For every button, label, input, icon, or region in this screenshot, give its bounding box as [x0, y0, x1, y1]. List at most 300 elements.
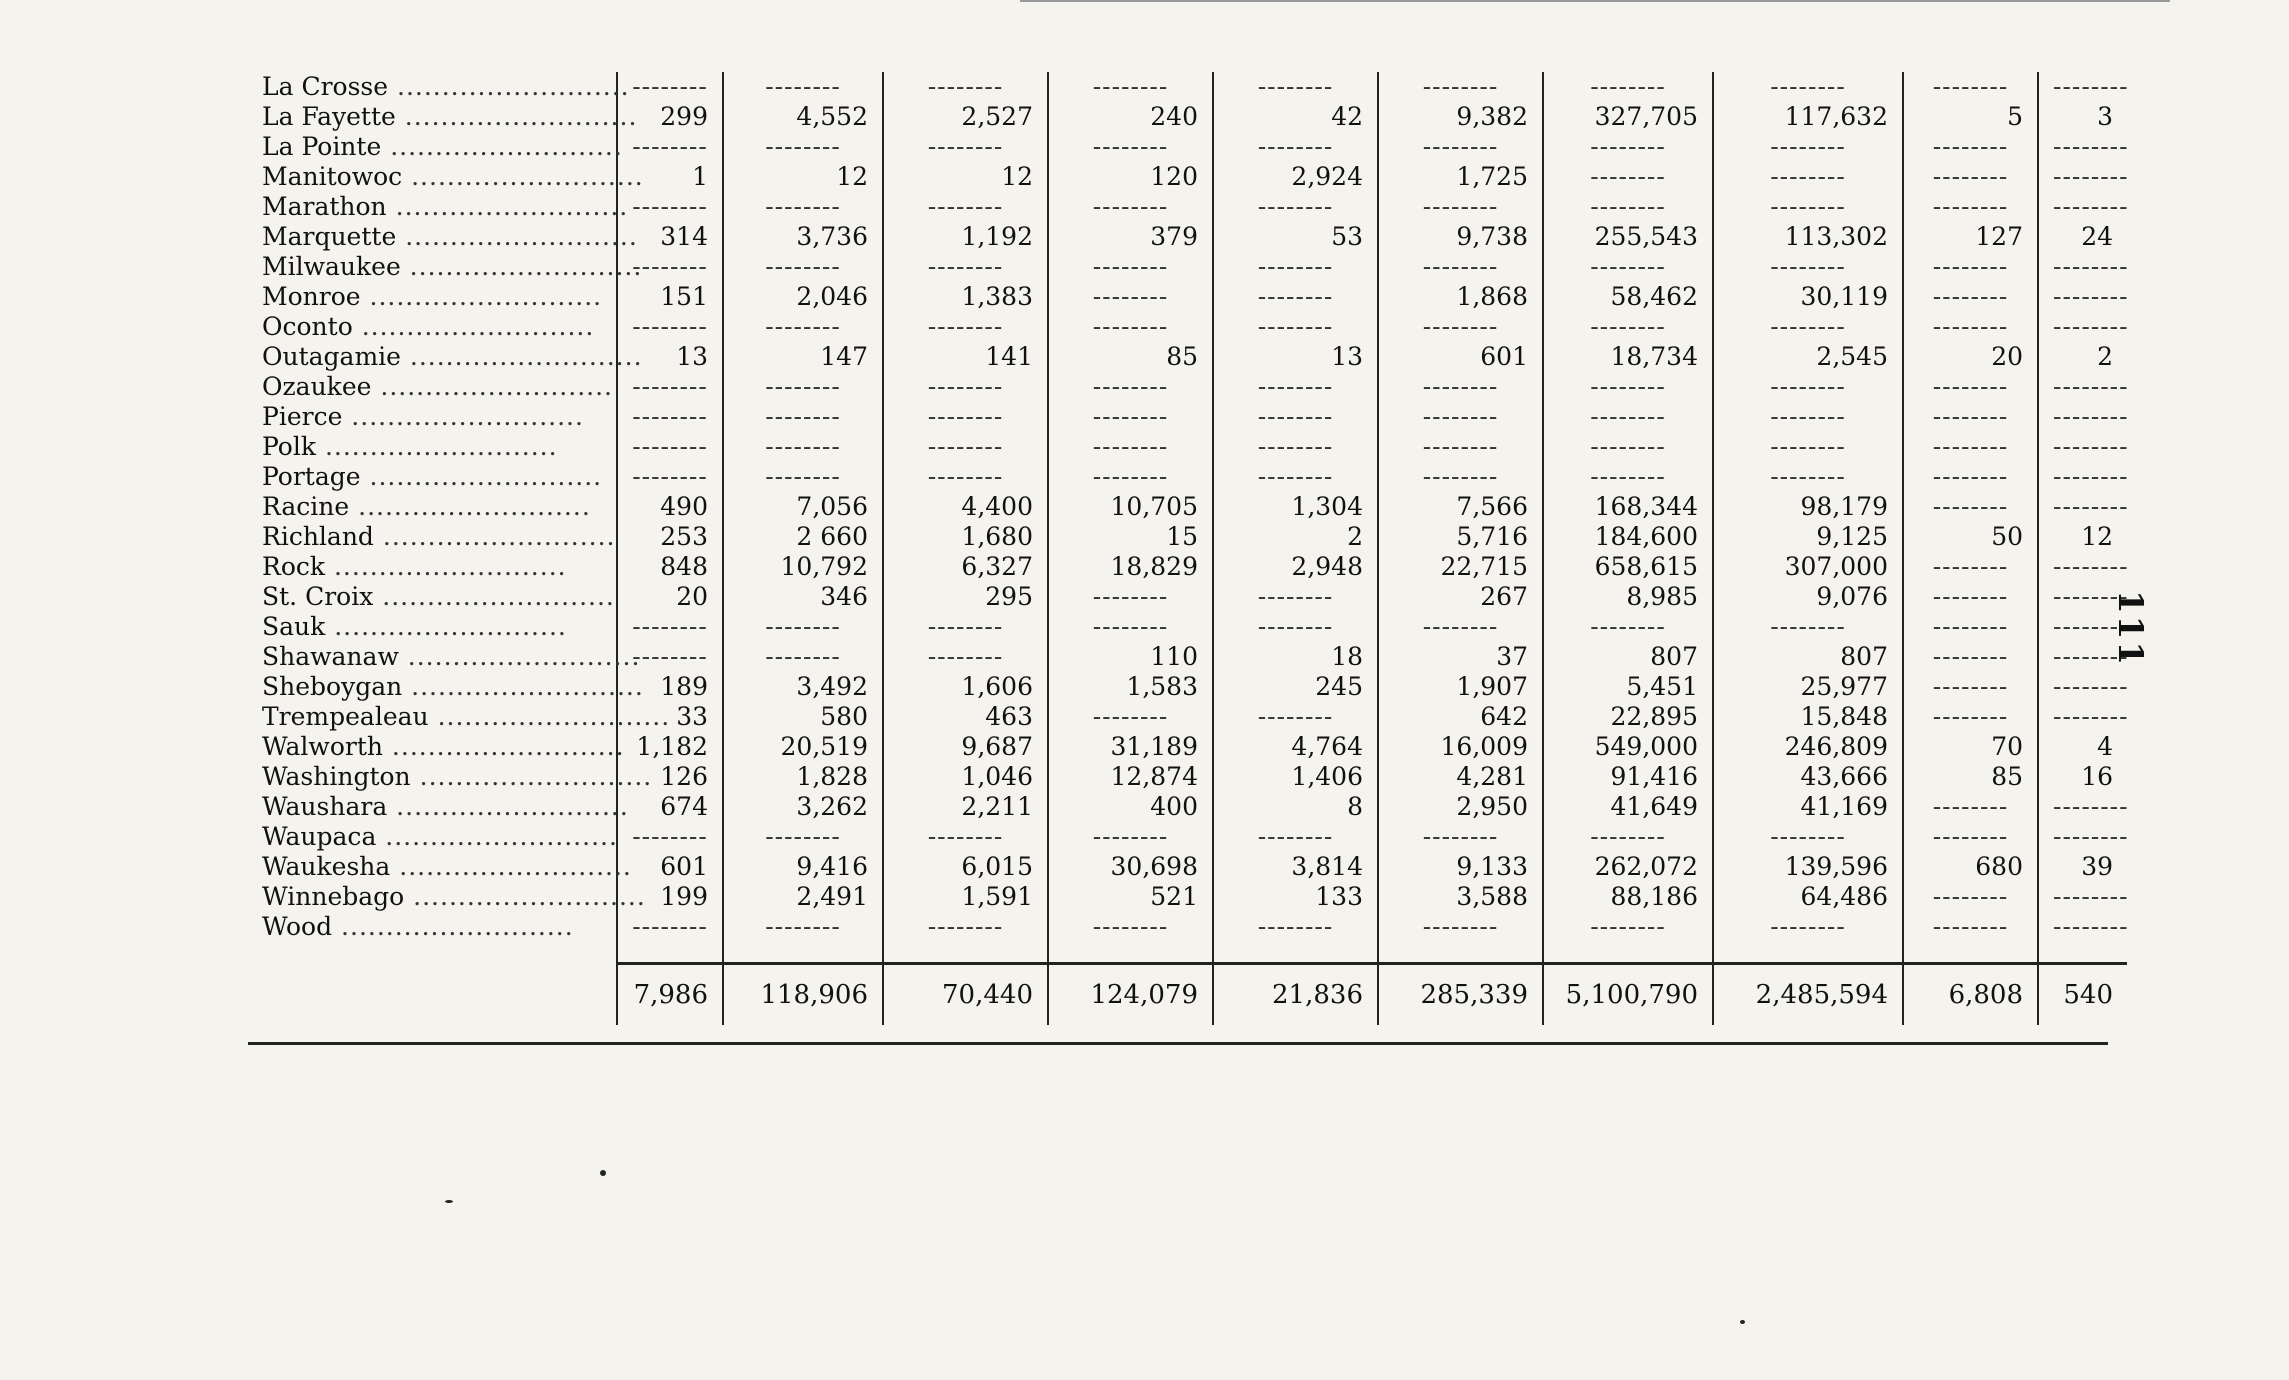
- dot-leader: ..........................: [352, 312, 595, 341]
- value-cell: 10,705: [1048, 492, 1213, 522]
- empty-cell-dashes: --------: [883, 72, 1048, 102]
- empty-cell-dashes: --------: [2038, 72, 2127, 102]
- dot-leader: ..........................: [373, 582, 615, 611]
- empty-cell-dashes: --------: [1213, 912, 1378, 942]
- value-cell: 85: [1903, 762, 2038, 792]
- value-cell: 1,182: [617, 732, 723, 762]
- dot-leader: ..........................: [404, 882, 646, 911]
- total-value-cell: 21,836: [1213, 964, 1378, 1026]
- empty-cell-dashes: --------: [1543, 912, 1713, 942]
- county-name-cell: [248, 702, 671, 732]
- value-cell: 22,895: [1543, 702, 1713, 732]
- table-row: [248, 492, 2127, 522]
- value-cell: 42: [1213, 102, 1378, 132]
- value-cell: 85: [1048, 342, 1213, 372]
- value-cell: 120: [1048, 162, 1213, 192]
- value-cell: 39: [2038, 852, 2127, 882]
- value-cell: 1,868: [1378, 282, 1543, 312]
- dot-leader: ..........................: [360, 282, 603, 311]
- empty-cell-dashes: --------: [2038, 162, 2127, 192]
- total-value-cell: 6,808: [1903, 964, 2038, 1026]
- value-cell: 1,680: [883, 522, 1048, 552]
- county-name-cell: [248, 432, 617, 462]
- value-cell: 2 660: [723, 522, 883, 552]
- value-cell: 1,591: [883, 882, 1048, 912]
- empty-cell-dashes: --------: [1713, 132, 1903, 162]
- table-row: [248, 552, 2127, 582]
- table-row: [248, 222, 2127, 252]
- empty-cell-dashes: --------: [1378, 132, 1543, 162]
- empty-cell-dashes: --------: [1378, 432, 1543, 462]
- empty-cell-dashes: --------: [1903, 402, 2038, 432]
- ink-speck: [445, 1200, 453, 1203]
- value-cell: 12,874: [1048, 762, 1213, 792]
- value-cell: 13: [617, 342, 723, 372]
- county-name-cell: [248, 372, 617, 402]
- empty-cell-dashes: --------: [2038, 402, 2127, 432]
- table-row: [248, 282, 2127, 312]
- empty-cell-dashes: --------: [1903, 582, 2038, 612]
- value-cell: 400: [1048, 792, 1213, 822]
- value-cell: 31,189: [1048, 732, 1213, 762]
- empty-cell-dashes: --------: [1713, 462, 1903, 492]
- value-cell: 15,848: [1713, 702, 1903, 732]
- dot-leader: ..........................: [360, 462, 603, 491]
- value-cell: 199: [617, 882, 723, 912]
- value-cell: 2,046: [723, 282, 883, 312]
- value-cell: 10,792: [723, 552, 883, 582]
- value-cell: 18,829: [1048, 552, 1213, 582]
- county-name-cell: [248, 492, 617, 522]
- value-cell: 1,907: [1378, 672, 1543, 702]
- empty-cell-dashes: --------: [1378, 72, 1543, 102]
- value-cell: 1,606: [883, 672, 1048, 702]
- value-cell: 1,828: [723, 762, 883, 792]
- table-row: [248, 582, 2127, 612]
- empty-cell-dashes: --------: [1713, 162, 1903, 192]
- value-cell: 98,179: [1713, 492, 1903, 522]
- table-row: [248, 852, 2127, 882]
- empty-cell-dashes: --------: [617, 72, 723, 102]
- table-row: [248, 822, 2127, 852]
- empty-cell-dashes: --------: [883, 192, 1048, 222]
- empty-cell-dashes: --------: [1903, 912, 2038, 942]
- value-cell: 327,705: [1543, 102, 1713, 132]
- total-value-cell: 540: [2038, 964, 2127, 1026]
- empty-cell-dashes: --------: [1713, 252, 1903, 282]
- empty-cell-dashes: --------: [617, 612, 723, 642]
- separator-cell: [1048, 942, 1213, 964]
- value-cell: 5,716: [1378, 522, 1543, 552]
- county-name-cell: [248, 162, 644, 192]
- dot-leader: ..........................: [376, 822, 618, 851]
- value-cell: 127: [1903, 222, 2038, 252]
- value-cell: 3: [2038, 102, 2127, 132]
- county-name: Oconto: [262, 312, 353, 341]
- empty-cell-dashes: --------: [883, 912, 1048, 942]
- empty-cell-dashes: --------: [617, 432, 723, 462]
- separator-cell: [617, 942, 723, 964]
- table-row: [248, 432, 2127, 462]
- totals-label-cell: [248, 964, 617, 1026]
- empty-cell-dashes: --------: [1543, 132, 1713, 162]
- value-cell: 9,416: [723, 852, 883, 882]
- empty-cell-dashes: --------: [1048, 192, 1213, 222]
- county-name-cell: [248, 732, 625, 762]
- value-cell: 549,000: [1543, 732, 1713, 762]
- empty-cell-dashes: --------: [1378, 462, 1543, 492]
- empty-cell-dashes: --------: [617, 822, 723, 852]
- county-name-cell: [248, 552, 617, 582]
- empty-cell-dashes: --------: [883, 822, 1048, 852]
- empty-cell-dashes: --------: [1903, 132, 2038, 162]
- empty-cell-dashes: --------: [1048, 432, 1213, 462]
- county-name: Portage: [262, 462, 361, 491]
- value-cell: 3,736: [723, 222, 883, 252]
- empty-cell-dashes: --------: [1903, 702, 2038, 732]
- value-cell: 53: [1213, 222, 1378, 252]
- empty-cell-dashes: --------: [2038, 252, 2127, 282]
- table-row: [248, 372, 2127, 402]
- empty-cell-dashes: --------: [1543, 432, 1713, 462]
- value-cell: 64,486: [1713, 882, 1903, 912]
- county-name: Milwaukee: [262, 252, 401, 281]
- value-cell: 4,400: [883, 492, 1048, 522]
- value-cell: 168,344: [1543, 492, 1713, 522]
- dot-leader: ..........................: [396, 222, 638, 251]
- table-row: [248, 522, 2127, 552]
- value-cell: 253: [617, 522, 723, 552]
- empty-cell-dashes: --------: [723, 312, 883, 342]
- empty-cell-dashes: --------: [1213, 192, 1378, 222]
- empty-cell-dashes: --------: [723, 462, 883, 492]
- county-name-cell: [248, 312, 617, 342]
- empty-cell-dashes: --------: [2038, 642, 2127, 672]
- empty-cell-dashes: --------: [1213, 282, 1378, 312]
- empty-cell-dashes: --------: [1543, 612, 1713, 642]
- empty-cell-dashes: --------: [723, 402, 883, 432]
- county-name-cell: [248, 582, 617, 612]
- county-name: Monroe: [262, 282, 361, 311]
- empty-cell-dashes: --------: [1048, 252, 1213, 282]
- dot-leader: ..........................: [382, 732, 625, 761]
- empty-cell-dashes: --------: [617, 642, 723, 672]
- empty-cell-dashes: --------: [1713, 312, 1903, 342]
- empty-cell-dashes: --------: [723, 612, 883, 642]
- value-cell: 4,281: [1378, 762, 1543, 792]
- value-cell: 7,056: [723, 492, 883, 522]
- dot-leader: ..........................: [325, 552, 567, 581]
- table-row: [248, 132, 2127, 162]
- table-row: [248, 342, 2127, 372]
- dot-leader: ..........................: [400, 342, 643, 371]
- empty-cell-dashes: --------: [1213, 702, 1378, 732]
- empty-cell-dashes: --------: [1048, 372, 1213, 402]
- value-cell: 240: [1048, 102, 1213, 132]
- empty-cell-dashes: --------: [617, 312, 723, 342]
- empty-cell-dashes: --------: [1903, 642, 2038, 672]
- county-name: Sauk: [262, 612, 326, 641]
- value-cell: 9,133: [1378, 852, 1543, 882]
- empty-cell-dashes: --------: [617, 912, 723, 942]
- separator-cell: [1543, 942, 1713, 964]
- value-cell: 110: [1048, 642, 1213, 672]
- value-cell: 16,009: [1378, 732, 1543, 762]
- value-cell: 7,566: [1378, 492, 1543, 522]
- value-cell: 680: [1903, 852, 2038, 882]
- empty-cell-dashes: --------: [1048, 132, 1213, 162]
- table-row: [248, 612, 2127, 642]
- dot-leader: ..........................: [381, 132, 623, 161]
- table-row: [248, 762, 2127, 792]
- value-cell: 3,492: [723, 672, 883, 702]
- empty-cell-dashes: --------: [1048, 282, 1213, 312]
- empty-cell-dashes: --------: [617, 402, 723, 432]
- empty-cell-dashes: --------: [723, 642, 883, 672]
- total-value-cell: 7,986: [617, 964, 723, 1026]
- empty-cell-dashes: --------: [617, 132, 723, 162]
- county-name: La Crosse: [262, 72, 389, 101]
- empty-cell-dashes: --------: [1048, 912, 1213, 942]
- value-cell: 147: [723, 342, 883, 372]
- value-cell: 267: [1378, 582, 1543, 612]
- separator-cell: [1378, 942, 1543, 964]
- value-cell: 133: [1213, 882, 1378, 912]
- separator-cell: [883, 942, 1048, 964]
- value-cell: 299: [617, 102, 723, 132]
- value-cell: 307,000: [1713, 552, 1903, 582]
- empty-cell-dashes: --------: [2038, 792, 2127, 822]
- empty-cell-dashes: --------: [2038, 552, 2127, 582]
- value-cell: 22,715: [1378, 552, 1543, 582]
- empty-cell-dashes: --------: [1213, 72, 1378, 102]
- value-cell: 9,382: [1378, 102, 1543, 132]
- empty-cell-dashes: --------: [723, 912, 883, 942]
- value-cell: 1,725: [1378, 162, 1543, 192]
- value-cell: 262,072: [1543, 852, 1713, 882]
- empty-cell-dashes: --------: [2038, 702, 2127, 732]
- dot-leader: ..........................: [332, 912, 574, 941]
- dot-leader: ..........................: [386, 192, 629, 221]
- value-cell: 2,924: [1213, 162, 1378, 192]
- empty-cell-dashes: --------: [1543, 312, 1713, 342]
- empty-cell-dashes: --------: [1903, 252, 2038, 282]
- empty-cell-dashes: --------: [1048, 582, 1213, 612]
- separator-cell: [2038, 942, 2127, 964]
- empty-cell-dashes: --------: [1378, 192, 1543, 222]
- table-body: [248, 72, 2127, 1025]
- dot-leader: ..........................: [388, 72, 630, 101]
- ink-speck: [600, 1170, 606, 1176]
- county-name-cell: [248, 102, 638, 132]
- table-row: [248, 912, 2127, 942]
- value-cell: 1,383: [883, 282, 1048, 312]
- value-cell: 8,985: [1543, 582, 1713, 612]
- empty-cell-dashes: --------: [1713, 72, 1903, 102]
- county-name: Manitowoc: [262, 162, 403, 191]
- county-name: Waushara: [262, 792, 388, 821]
- table-row: [248, 642, 2127, 672]
- county-name: St. Croix: [262, 582, 374, 611]
- value-cell: 1,406: [1213, 762, 1378, 792]
- value-cell: 12: [723, 162, 883, 192]
- table-row: [248, 192, 2127, 222]
- county-name: Walworth: [262, 732, 383, 761]
- table-row: [248, 402, 2127, 432]
- value-cell: 12: [2038, 522, 2127, 552]
- bottom-rule: [248, 1042, 2108, 1045]
- empty-cell-dashes: --------: [1543, 372, 1713, 402]
- table-row: [248, 732, 2127, 762]
- dot-leader: ..........................: [373, 522, 616, 551]
- table-row: [248, 882, 2127, 912]
- dot-leader: ..........................: [390, 852, 632, 881]
- value-cell: 346: [723, 582, 883, 612]
- value-cell: 37: [1378, 642, 1543, 672]
- empty-cell-dashes: --------: [883, 462, 1048, 492]
- value-cell: 5,451: [1543, 672, 1713, 702]
- empty-cell-dashes: --------: [1903, 612, 2038, 642]
- empty-cell-dashes: --------: [1543, 822, 1713, 852]
- county-name: Trempealeau: [262, 702, 429, 731]
- county-name-cell: [248, 252, 643, 282]
- value-cell: 41,169: [1713, 792, 1903, 822]
- empty-cell-dashes: --------: [2038, 612, 2127, 642]
- total-value-cell: 285,339: [1378, 964, 1543, 1026]
- county-name-cell: [248, 462, 617, 492]
- value-cell: 13: [1213, 342, 1378, 372]
- value-cell: 25,977: [1713, 672, 1903, 702]
- empty-cell-dashes: --------: [1903, 462, 2038, 492]
- county-name: Rock: [262, 552, 326, 581]
- county-name-cell: [248, 282, 617, 312]
- empty-cell-dashes: --------: [723, 72, 883, 102]
- empty-cell-dashes: --------: [883, 252, 1048, 282]
- value-cell: 141: [883, 342, 1048, 372]
- empty-cell-dashes: --------: [1213, 252, 1378, 282]
- county-name: Marquette: [262, 222, 397, 251]
- totals-row: [248, 964, 2127, 1026]
- empty-cell-dashes: --------: [883, 132, 1048, 162]
- empty-cell-dashes: --------: [2038, 492, 2127, 522]
- empty-cell-dashes: --------: [1903, 672, 2038, 702]
- value-cell: 807: [1713, 642, 1903, 672]
- value-cell: 2,491: [723, 882, 883, 912]
- empty-cell-dashes: --------: [617, 372, 723, 402]
- empty-cell-dashes: --------: [883, 402, 1048, 432]
- value-cell: 245: [1213, 672, 1378, 702]
- county-name: Waukesha: [262, 852, 391, 881]
- empty-cell-dashes: --------: [723, 132, 883, 162]
- county-name-cell: [248, 792, 629, 822]
- value-cell: 30,698: [1048, 852, 1213, 882]
- empty-cell-dashes: --------: [617, 252, 723, 282]
- separator-cell: [723, 942, 883, 964]
- value-cell: 1,192: [883, 222, 1048, 252]
- value-cell: 189: [617, 672, 723, 702]
- empty-cell-dashes: --------: [2038, 912, 2127, 942]
- value-cell: 4,764: [1213, 732, 1378, 762]
- empty-cell-dashes: --------: [2038, 822, 2127, 852]
- empty-cell-dashes: --------: [2038, 672, 2127, 702]
- value-cell: 117,632: [1713, 102, 1903, 132]
- dot-leader: ..........................: [371, 372, 613, 401]
- empty-cell-dashes: --------: [1213, 312, 1378, 342]
- value-cell: 2,948: [1213, 552, 1378, 582]
- value-cell: 9,687: [883, 732, 1048, 762]
- county-name-cell: [248, 402, 617, 432]
- empty-cell-dashes: --------: [1713, 432, 1903, 462]
- empty-cell-dashes: --------: [1713, 402, 1903, 432]
- value-cell: 674: [617, 792, 723, 822]
- empty-cell-dashes: --------: [2038, 282, 2127, 312]
- value-cell: 88,186: [1543, 882, 1713, 912]
- county-name: Outagamie: [262, 342, 401, 371]
- empty-cell-dashes: --------: [1213, 462, 1378, 492]
- empty-cell-dashes: --------: [617, 462, 723, 492]
- total-value-cell: 124,079: [1048, 964, 1213, 1026]
- table-row: [248, 102, 2127, 132]
- empty-cell-dashes: --------: [1378, 402, 1543, 432]
- county-name-cell: [248, 192, 629, 222]
- total-value-cell: 70,440: [883, 964, 1048, 1026]
- county-name-cell: [248, 852, 632, 882]
- value-cell: 24: [2038, 222, 2127, 252]
- county-name-cell: [248, 912, 617, 942]
- dot-leader: ..........................: [402, 162, 644, 191]
- county-name: Ozaukee: [262, 372, 372, 401]
- value-cell: 16: [2038, 762, 2127, 792]
- empty-cell-dashes: --------: [2038, 372, 2127, 402]
- separator-cell: [1903, 942, 2038, 964]
- empty-cell-dashes: --------: [2038, 132, 2127, 162]
- empty-cell-dashes: --------: [1713, 822, 1903, 852]
- value-cell: 490: [617, 492, 723, 522]
- table-row: [248, 252, 2127, 282]
- value-cell: 58,462: [1543, 282, 1713, 312]
- empty-cell-dashes: --------: [2038, 882, 2127, 912]
- ink-speck: [1740, 1320, 1745, 1324]
- value-cell: 151: [617, 282, 723, 312]
- county-name: La Pointe: [262, 132, 382, 161]
- empty-cell-dashes: --------: [1543, 462, 1713, 492]
- empty-cell-dashes: --------: [1213, 822, 1378, 852]
- value-cell: 9,076: [1713, 582, 1903, 612]
- empty-cell-dashes: --------: [1903, 432, 2038, 462]
- value-cell: 807: [1543, 642, 1713, 672]
- dot-leader: ..........................: [400, 252, 643, 281]
- value-cell: 43,666: [1713, 762, 1903, 792]
- empty-cell-dashes: --------: [1048, 822, 1213, 852]
- value-cell: 12: [883, 162, 1048, 192]
- table-row: [248, 672, 2127, 702]
- county-name: Shawanaw: [262, 642, 399, 671]
- empty-cell-dashes: --------: [1543, 192, 1713, 222]
- value-cell: 6,327: [883, 552, 1048, 582]
- county-name-cell: [248, 222, 638, 252]
- empty-cell-dashes: --------: [1048, 402, 1213, 432]
- county-name-cell: [248, 72, 630, 102]
- value-cell: 2,527: [883, 102, 1048, 132]
- empty-cell-dashes: --------: [883, 312, 1048, 342]
- value-cell: 8: [1213, 792, 1378, 822]
- value-cell: 30,119: [1713, 282, 1903, 312]
- value-cell: 246,809: [1713, 732, 1903, 762]
- value-cell: 2,211: [883, 792, 1048, 822]
- county-name: Waupaca: [262, 822, 377, 851]
- value-cell: 3,814: [1213, 852, 1378, 882]
- value-cell: 91,416: [1543, 762, 1713, 792]
